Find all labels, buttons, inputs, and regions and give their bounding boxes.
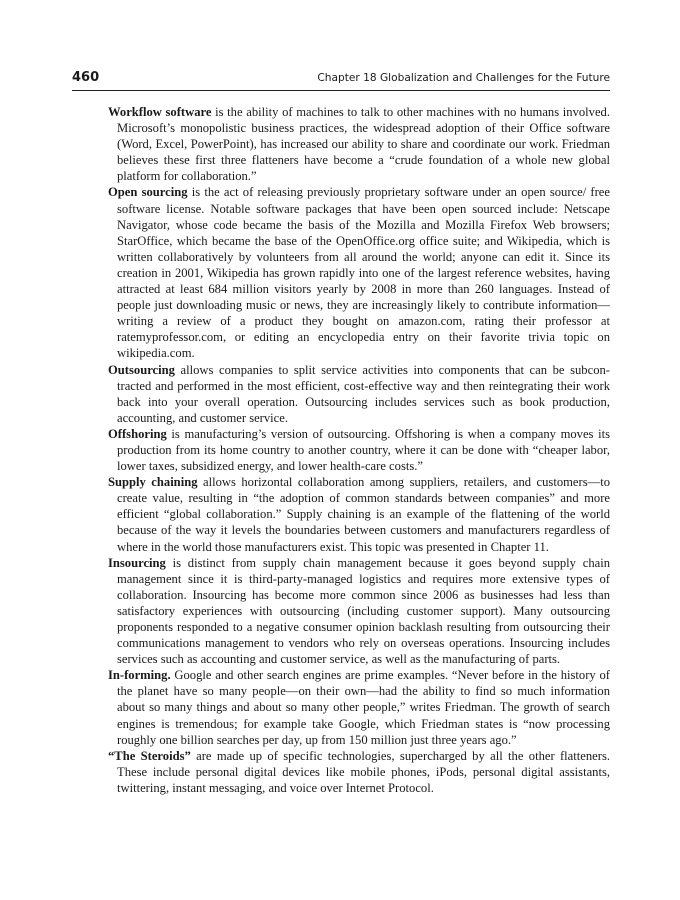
term: Supply chaining bbox=[108, 475, 198, 490]
entry-outsourcing bbox=[108, 362, 610, 426]
entry-text: is manufacturing’s version of outsourcing. Offshoring is when a company moves its production from its home country to another country, where it can be done with “cheaper labor, lower taxes, subsidized energy, and lower health-care costs.” bbox=[117, 426, 610, 474]
page-header bbox=[72, 68, 610, 91]
entry-text: allows companies to split service activities into components that can be subcontracted and performed in the most efficient, cost-effective way and then reintegrating their work back into your overall operation. Outsourcing includes services such as book production, accounting, and customer service. bbox=[117, 362, 610, 425]
entry-the-steroids bbox=[108, 748, 610, 796]
term: In-forming. bbox=[108, 668, 171, 683]
term: Offshoring bbox=[108, 426, 167, 441]
entry-text: is the act of releasing previously proprietary software under an open source/ free software license. Notable software packages that have been open sourced include: Netscape Navigator, whose code became the basis of the Mozilla and Mozilla Firefox Web browsers; StarOffice, which became the base of the OpenOffice.org office suite; and Wikipedia, which is written collaboratively by volunteers from all around the world; anyone can edit it. Since its creation in 2001, Wikipedia has grown rapidly into one of the largest reference websites, having attracted at least 684 million visitors yearly by 2008 in more than 260 languages. Instead of people just downloading music or news, they are increasingly likely to contribute information—writing a review of a product they bought on amazon.com, rating their professor at ratemyprofessor.com, or editing an encyclopedia entry on their favorite trivia topic on wikipedia.com. bbox=[117, 185, 610, 361]
entry-open-sourcing bbox=[108, 184, 610, 361]
body-text bbox=[108, 104, 610, 796]
entry-text: are made up of specific technologies, supercharged by all the other flatteners. These include personal digital devices like mobile phones, iPods, personal digital assistants, twittering, instant messaging, and voice over Internet Protocol. bbox=[117, 748, 610, 795]
entry-text: is distinct from supply chain management because it goes beyond supply chain management since it is third-party-managed logistics and requires more extensive types of collaboration. Insourcing has become more common since 2006 as businesses had less than satisfactory experiences with outsourcing (including customer support). Many outsourcing proponents responded to a negative consumer opinion backlash resulting from outsourcing their communications management to vendors who rely on overseas operations. Insourcing includes services such as accounting and customer service, as well as the manufacturing of parts. bbox=[117, 555, 610, 667]
entry-offshoring bbox=[108, 426, 610, 474]
entry-text: is the ability of machines to talk to other machines with no humans involved. Microsoft’s monopolistic business practices, the widespread adoption of their Office software (Word, Excel, PowerPoint), has increased our ability to share and coordinate our work. Friedman believes these first three flatteners have become a “crude foundation of a whole new global platform for collaboration.” bbox=[117, 105, 610, 184]
term: Workflow software bbox=[108, 105, 212, 119]
page-number: 460 bbox=[72, 70, 100, 85]
entry-supply-chaining bbox=[108, 474, 610, 554]
entry-workflow-software bbox=[108, 104, 610, 184]
term: Outsourcing bbox=[108, 362, 175, 377]
running-head: Chapter 18 Globalization and Challenges for the Future bbox=[317, 72, 610, 84]
term: Insourcing bbox=[108, 555, 166, 570]
term: “The Steroids” bbox=[108, 748, 191, 763]
term: Open sourcing bbox=[108, 185, 188, 200]
entry-in-forming bbox=[108, 667, 610, 747]
entry-insourcing bbox=[108, 555, 610, 668]
entry-text: Google and other search engines are prime examples. “Never before in the history of the planet have so many people—on their own—had the ability to find so much information about so many things and about so many other people,” writes Friedman. The growth of search engines is tremendous; for example take Google, which Friedman states is “now processing roughly one billion searches per day, up from 150 million just three years ago.” bbox=[117, 668, 610, 747]
entry-text: allows horizontal collaboration among suppliers, retailers, and customers—to create value, resulting in “the adoption of common standards between companies” and more efficient “global collaboration.” Supply chaining is an example of the flattening of the world because of the way it levels the boundaries between customers and manufacturers regardless of where in the world those manufacturers exist. This topic was presented in Chapter 11. bbox=[117, 475, 611, 554]
